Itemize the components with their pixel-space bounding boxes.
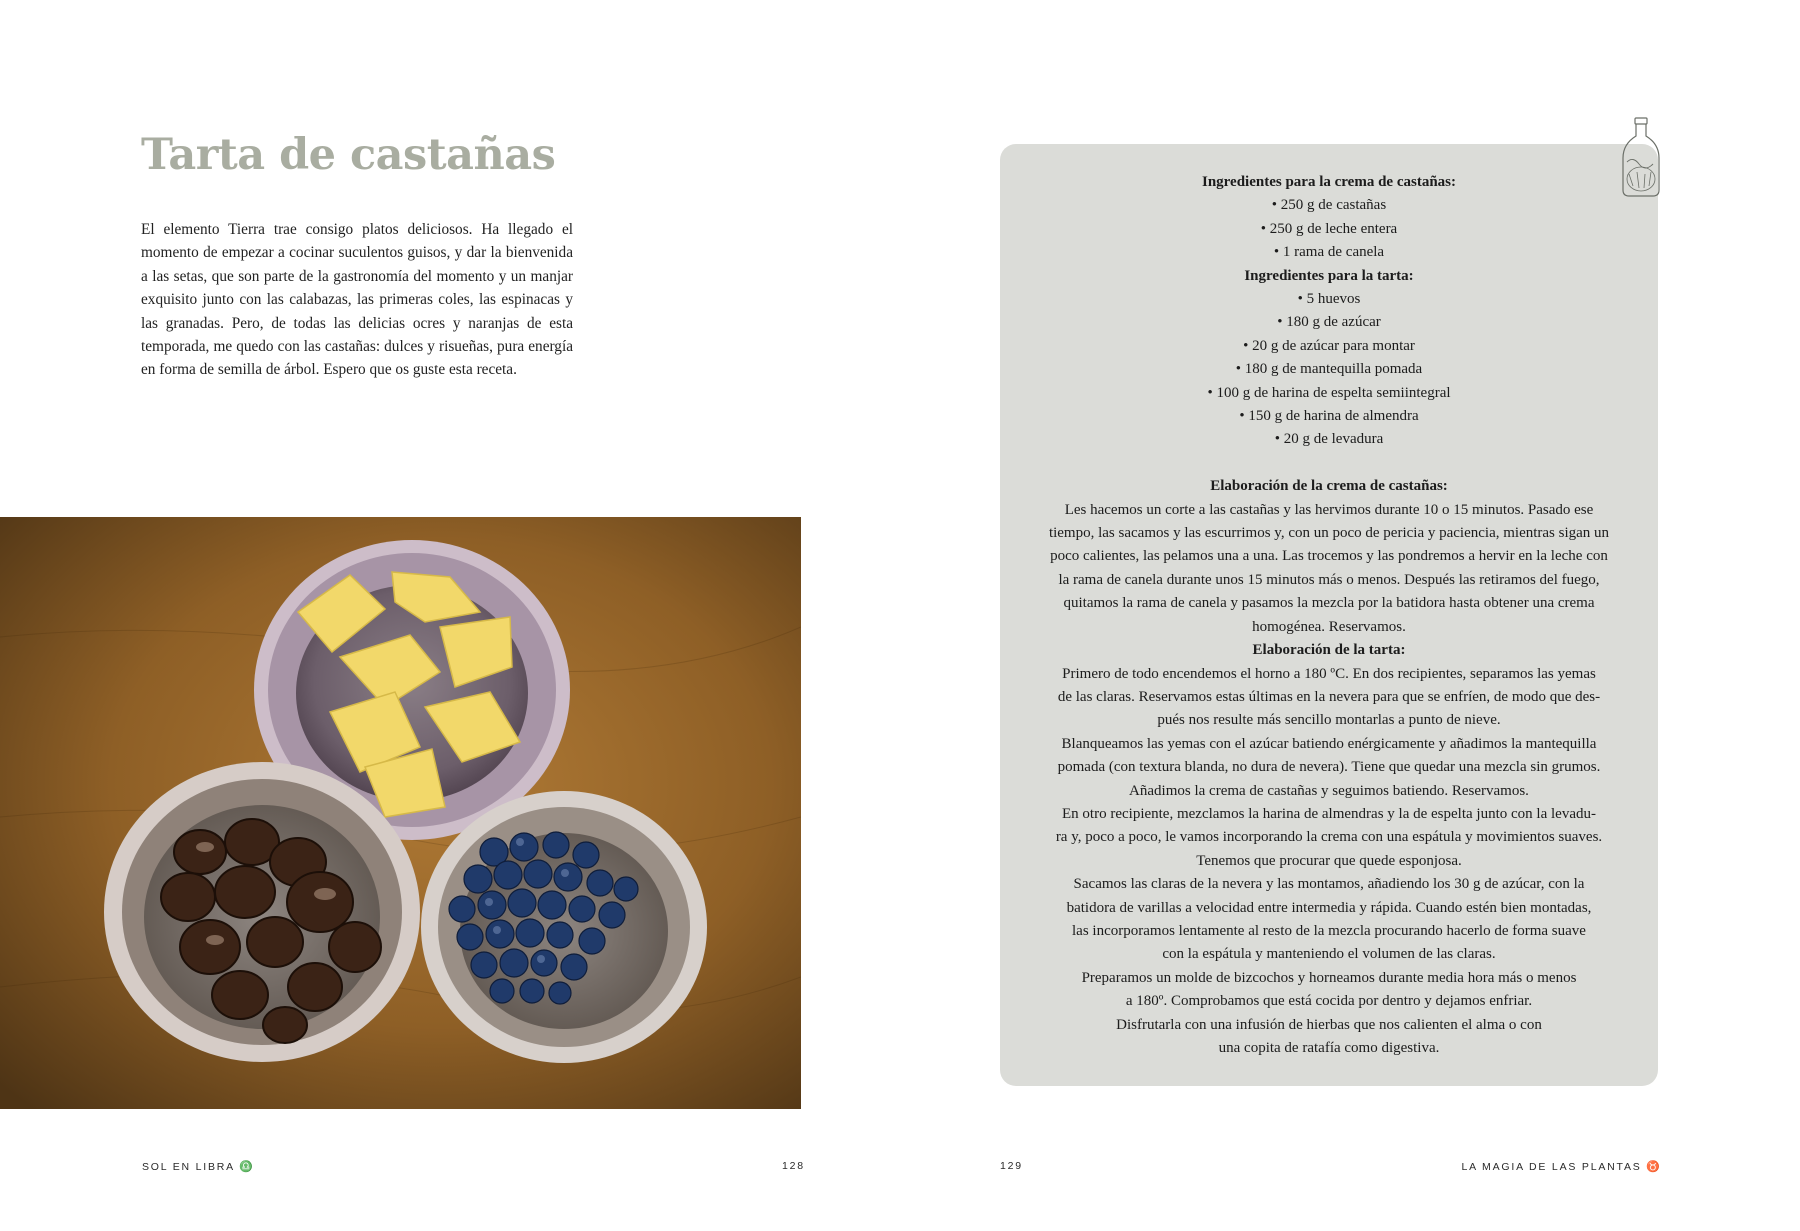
method-cream-heading: Elaboración de la crema de castañas: <box>1210 478 1448 495</box>
recipe-photo <box>0 517 801 1109</box>
ingredients-tart-heading: Ingredientes para la tarta: <box>1244 267 1414 284</box>
method-line: de las claras. Reservamos estas últimas en la nevera para que se enfríen, de modo que des- <box>1057 688 1601 705</box>
method-line: Les hacemos un corte a las castañas y las hervimos durante 10 o 15 minutos. Pasado ese <box>1064 501 1594 518</box>
taurus-icon: ♉ <box>1646 1161 1660 1173</box>
ingredients-cream-list <box>1020 194 1638 264</box>
footer-section-label: SOL EN LIBRA <box>142 1161 235 1173</box>
chestnut-bowl <box>104 762 420 1062</box>
ingredient-item: • 180 g de mantequilla pomada <box>1235 361 1423 378</box>
ingredient-item: • 100 g de harina de espelta semiintegral <box>1207 384 1451 401</box>
method-line: pués nos resulte más sencillo montarlas a punto de nieve. <box>1157 712 1501 729</box>
method-line: En otro recipiente, mezclamos la harina de almendras y la de espelta junto con la levadu- <box>1062 805 1596 822</box>
ingredient-item: • 250 g de leche entera <box>1260 220 1398 237</box>
method-line: pomada (con textura blanda, no dura de nevera). Tiene que quedar una mezcla sin grumos. <box>1057 759 1601 776</box>
method-line: una copita de ratafía como digestiva. <box>1218 1040 1440 1057</box>
page-number-right: 129 <box>1000 1160 1023 1172</box>
footer-left-section <box>142 1160 253 1173</box>
libra-icon: ♎ <box>239 1161 253 1173</box>
method-line: tiempo, las sacamos y las escurrimos y, con un poco de pericia y paciencia, mientras sigan un <box>1048 525 1610 542</box>
blueberry-bowl <box>421 791 707 1063</box>
method-line: las incorporamos lentamente al resto de la mezcla procurando hacerlo de forma suave <box>1072 922 1586 939</box>
ingredients-tart-list <box>1020 288 1638 452</box>
method-cream-text <box>1020 499 1638 639</box>
page-number-left: 128 <box>782 1160 805 1172</box>
method-line: Sacamos las claras de la nevera y las montamos, añadiendo los 30 g de azúcar, con la <box>1073 876 1585 893</box>
method-line: homogénea. Reservamos. <box>1252 618 1406 635</box>
ingredients-cream-heading: Ingredientes para la crema de castañas: <box>1201 174 1456 190</box>
ingredient-item: • 1 rama de canela <box>1273 244 1385 261</box>
footer-section-label: LA MAGIA DE LAS PLANTAS <box>1461 1161 1642 1173</box>
ingredient-item: • 20 g de levadura <box>1274 431 1384 448</box>
method-line: poco calientes, las pelamos una a una. Las trocemos y las pondremos a hervir en la leche con <box>1050 548 1608 565</box>
method-line: ra y, poco a poco, le vamos incorporando la crema con una espátula y movimientos suaves. <box>1055 829 1603 846</box>
ingredient-item: • 150 g de harina de almendra <box>1239 408 1419 425</box>
method-line: batidora de varillas a velocidad entre intermedia y rápida. Cuando estén bien montadas, <box>1066 899 1592 916</box>
ingredient-item: • 5 huevos <box>1297 291 1361 308</box>
method-line: quitamos la rama de canela y pasamos la mezcla por la batidora hasta obtener una crema <box>1063 595 1595 612</box>
page-title: Tarta de castañas <box>141 130 556 180</box>
method-line: Tenemos que procurar que quede esponjosa. <box>1196 852 1462 869</box>
footer-right-section <box>1461 1160 1660 1173</box>
method-line: con la espátula y manteniendo el volumen de las claras. <box>1162 946 1496 963</box>
ingredient-item: • 20 g de azúcar para montar <box>1243 337 1415 354</box>
intro-paragraph: El elemento Tierra trae consigo platos deliciosos. Ha llegado el momento de empezar a cocinar suculentos guisos, y dar la bienvenida a las setas, que son parte de la gastronomía del momento y un manjar exquisito junto con las calabazas, las primeras coles, las espinacas y las granadas. Pero, de todas las delicias ocres y naranjas de esta temporada, me quedo con las castañas: dulces y risueñas, pura energía en forma de semilla de árbol. Espero que os guste esta receta. <box>141 221 573 379</box>
method-line: Preparamos un molde de bizcochos y horneamos durante media hora más o menos <box>1081 969 1577 986</box>
method-line: Primero de todo encendemos el horno a 180 ºC. En dos recipientes, separamos las yemas <box>1062 665 1596 682</box>
method-line: la rama de canela durante unos 15 minutos más o menos. Después las retiramos del fuego, <box>1058 571 1600 588</box>
ingredient-item: • 180 g de azúcar <box>1277 314 1381 331</box>
method-tart-text <box>1020 663 1638 1061</box>
ingredient-item: • 250 g de castañas <box>1271 197 1387 214</box>
recipe-text <box>1020 171 1638 1060</box>
method-line: Disfrutarla con una infusión de hierbas que nos calienten el alma o con <box>1116 1016 1542 1033</box>
method-line: Blanqueamos las yemas con el azúcar batiendo enérgicamente y añadimos la mantequilla <box>1061 735 1597 752</box>
method-line: Añadimos la crema de castañas y seguimos batiendo. Reservamos. <box>1129 782 1529 799</box>
method-tart-heading: Elaboración de la tarta: <box>1252 642 1406 659</box>
method-line: a 180º. Comprobamos que está cocida por dentro y dejamos enfriar. <box>1125 993 1533 1010</box>
